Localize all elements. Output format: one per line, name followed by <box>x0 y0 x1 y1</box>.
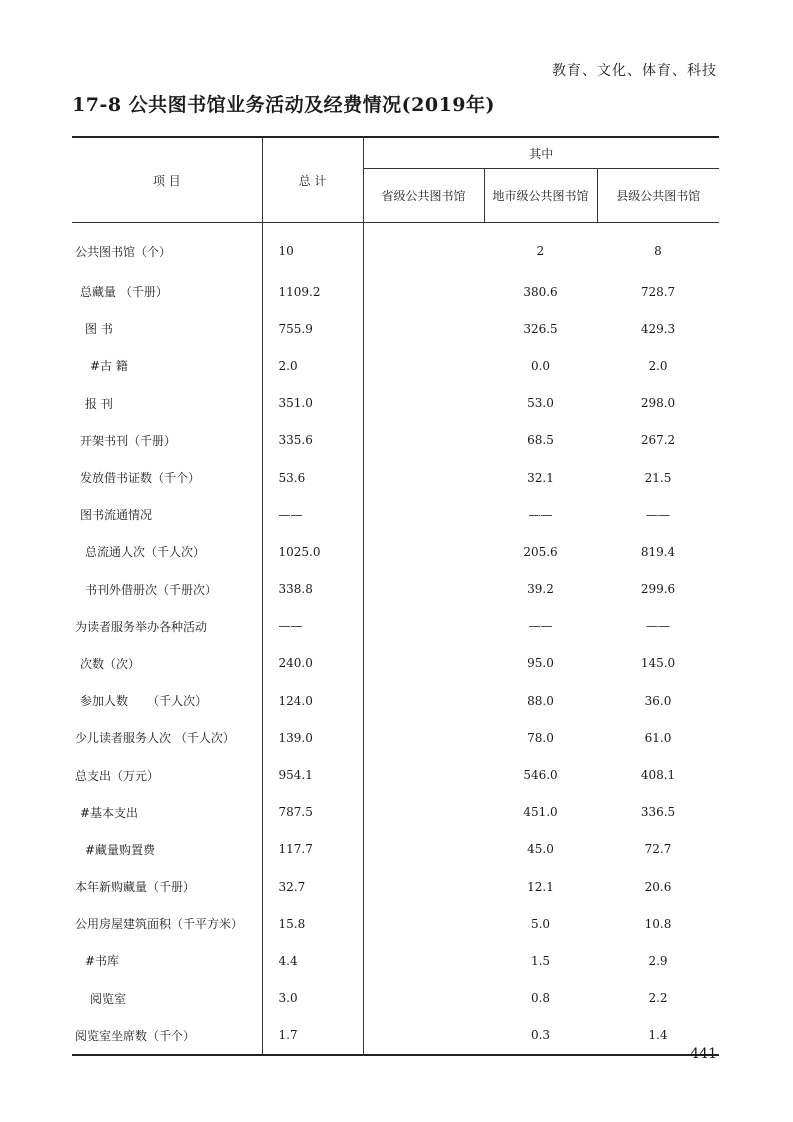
cell-city: 451.0 <box>523 805 558 820</box>
cell-county: —— <box>646 507 670 522</box>
cell-city: 12.1 <box>527 879 554 894</box>
cell-provincial <box>363 310 484 347</box>
row-label: #书库 <box>72 942 262 979</box>
cell-city: —— <box>528 619 553 634</box>
table-row <box>72 719 719 756</box>
table-row <box>72 385 719 422</box>
header-county: 县级公共图书馆 <box>597 169 719 223</box>
cell-city: 380.6 <box>523 284 558 299</box>
table-row <box>72 422 719 459</box>
header-of-which: 其中 <box>363 137 719 169</box>
cell-county: 429.3 <box>640 321 676 336</box>
cell-county: 336.5 <box>640 805 676 820</box>
table-row <box>72 905 719 942</box>
header-provincial: 省级公共图书馆 <box>363 169 484 223</box>
row-label: 少儿读者服务人次 （千人次） <box>72 719 262 756</box>
row-label: 总流通人次（千人次） <box>72 533 262 570</box>
cell-provincial <box>363 645 484 682</box>
cell-provincial <box>363 905 484 942</box>
table-row <box>72 942 719 979</box>
row-label: 图书流通情况 <box>72 496 262 533</box>
cell-county: —— <box>646 619 670 634</box>
table-row <box>72 980 719 1017</box>
header-item: 项 目 <box>72 137 262 223</box>
table-row <box>72 496 719 533</box>
cell-county: 408.1 <box>640 768 676 783</box>
library-statistics-table <box>72 136 719 1056</box>
cell-total: 240.0 <box>262 645 363 682</box>
cell-provincial <box>363 385 484 422</box>
cell-county: 36.0 <box>644 693 672 708</box>
row-label: 次数（次） <box>72 645 262 682</box>
row-label: 图 书 <box>72 310 262 347</box>
table-row <box>72 459 719 496</box>
row-label: 发放借书证数（千个） <box>72 459 262 496</box>
cell-city: —— <box>528 507 553 522</box>
row-label: 公用房屋建筑面积（千平方米） <box>72 905 262 942</box>
cell-city: 45.0 <box>527 842 554 857</box>
cell-total: —— <box>262 496 363 533</box>
cell-county: 61.0 <box>644 730 672 745</box>
table-body <box>72 223 719 1055</box>
cell-total: 335.6 <box>262 422 363 459</box>
row-label: 总藏量 （千册） <box>72 273 262 310</box>
cell-provincial <box>363 422 484 459</box>
cell-total: 2.0 <box>262 347 363 384</box>
table-row <box>72 347 719 384</box>
table-row <box>72 223 719 274</box>
cell-city: 2 <box>536 244 545 258</box>
row-label: 报 刊 <box>72 385 262 422</box>
cell-city: 95.0 <box>527 656 554 671</box>
cell-total: 954.1 <box>262 756 363 793</box>
cell-provincial <box>363 682 484 719</box>
table-row <box>72 1017 719 1055</box>
cell-provincial <box>363 942 484 979</box>
row-label: 公共图书馆（个） <box>72 223 262 274</box>
table-row <box>72 608 719 645</box>
cell-total: 15.8 <box>262 905 363 942</box>
cell-county: 819.4 <box>640 544 676 559</box>
table-row <box>72 794 719 831</box>
row-label: 为读者服务举办各种活动 <box>72 608 262 645</box>
cell-county: 728.7 <box>640 284 676 299</box>
cell-provincial <box>363 868 484 905</box>
cell-county: 267.2 <box>640 433 676 448</box>
page-title: 17-8 公共图书馆业务活动及经费情况(2019年) <box>72 94 496 116</box>
cell-total: 3.0 <box>262 980 363 1017</box>
cell-county: 145.0 <box>640 656 676 671</box>
cell-provincial <box>363 1017 484 1055</box>
cell-city: 546.0 <box>523 768 558 783</box>
table-row <box>72 533 719 570</box>
cell-provincial <box>363 223 484 274</box>
cell-total: 1109.2 <box>262 273 363 310</box>
section-header: 教育、文化、体育、科技 <box>552 63 717 79</box>
cell-total: 124.0 <box>262 682 363 719</box>
cell-total: 755.9 <box>262 310 363 347</box>
cell-provincial <box>363 980 484 1017</box>
cell-provincial <box>363 794 484 831</box>
cell-county: 1.4 <box>648 1028 668 1043</box>
cell-city: 39.2 <box>527 582 554 597</box>
cell-provincial <box>363 719 484 756</box>
cell-provincial <box>363 273 484 310</box>
cell-county: 20.6 <box>644 879 672 894</box>
cell-provincial <box>363 831 484 868</box>
cell-city: 0.8 <box>530 991 551 1006</box>
row-label: 书刊外借册次（千册次） <box>72 571 262 608</box>
cell-city: 88.0 <box>527 693 554 708</box>
cell-county: 10.8 <box>644 916 672 931</box>
cell-total: 787.5 <box>262 794 363 831</box>
cell-provincial <box>363 459 484 496</box>
cell-county: 2.0 <box>648 358 668 373</box>
cell-county: 2.2 <box>648 991 668 1006</box>
cell-city: 5.0 <box>530 916 551 931</box>
row-label: #基本支出 <box>72 794 262 831</box>
row-label: 参加人数 （千人次） <box>72 682 262 719</box>
cell-provincial <box>363 496 484 533</box>
header-city: 地市级公共图书馆 <box>484 169 597 223</box>
cell-city: 32.1 <box>527 470 554 485</box>
cell-provincial <box>363 571 484 608</box>
table-row <box>72 645 719 682</box>
table-row <box>72 831 719 868</box>
cell-county: 8 <box>654 244 662 258</box>
cell-city: 1.5 <box>530 953 551 968</box>
cell-total: —— <box>262 608 363 645</box>
cell-county: 21.5 <box>644 470 672 485</box>
cell-county: 299.6 <box>640 582 676 597</box>
cell-total: 139.0 <box>262 719 363 756</box>
table-row <box>72 273 719 310</box>
cell-provincial <box>363 347 484 384</box>
cell-total: 10 <box>262 223 363 274</box>
table-row <box>72 682 719 719</box>
cell-provincial <box>363 608 484 645</box>
cell-county: 72.7 <box>644 842 672 857</box>
row-label: 总支出（万元） <box>72 756 262 793</box>
row-label: #古 籍 <box>72 347 262 384</box>
cell-city: 205.6 <box>523 544 558 559</box>
cell-total: 32.7 <box>262 868 363 905</box>
row-label: 开架书刊（千册） <box>72 422 262 459</box>
table-row <box>72 310 719 347</box>
table-row <box>72 571 719 608</box>
cell-total: 117.7 <box>262 831 363 868</box>
cell-total: 338.8 <box>262 571 363 608</box>
header-total: 总 计 <box>262 137 363 223</box>
cell-city: 53.0 <box>527 396 554 411</box>
row-label: 阅览室坐席数（千个） <box>72 1017 262 1055</box>
page-number: 441 <box>690 1046 717 1062</box>
cell-total: 4.4 <box>262 942 363 979</box>
cell-city: 78.0 <box>527 730 554 745</box>
row-label: 本年新购藏量（千册） <box>72 868 262 905</box>
cell-county: 2.9 <box>648 953 668 968</box>
cell-county: 298.0 <box>640 396 676 411</box>
table-row <box>72 868 719 905</box>
cell-total: 1.7 <box>262 1017 363 1055</box>
row-label: 阅览室 <box>72 980 262 1017</box>
cell-provincial <box>363 533 484 570</box>
cell-provincial <box>363 756 484 793</box>
table-row <box>72 756 719 793</box>
cell-total: 1025.0 <box>262 533 363 570</box>
cell-city: 68.5 <box>527 433 554 448</box>
cell-city: 326.5 <box>523 321 558 336</box>
cell-total: 351.0 <box>262 385 363 422</box>
row-label: #藏量购置费 <box>72 831 262 868</box>
cell-city: 0.3 <box>530 1028 551 1043</box>
cell-city: 0.0 <box>530 358 551 373</box>
cell-total: 53.6 <box>262 459 363 496</box>
